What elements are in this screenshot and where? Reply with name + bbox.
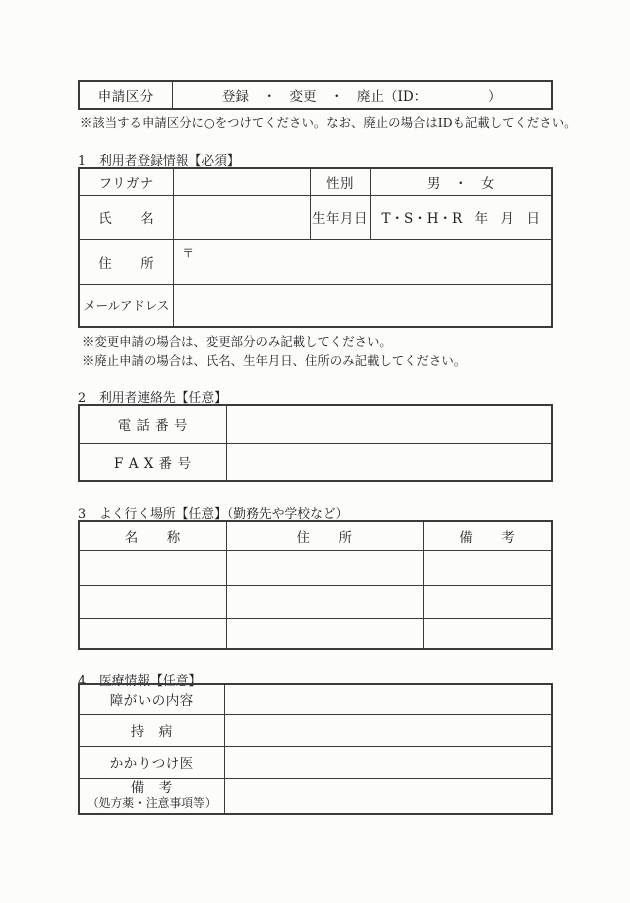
name-label: 氏 名 bbox=[79, 195, 173, 239]
place-address-field-1[interactable] bbox=[226, 550, 423, 585]
birthdate-day-label: 日 bbox=[526, 211, 540, 227]
remarks-field[interactable] bbox=[224, 778, 552, 814]
email-label: メールアドレス bbox=[79, 284, 173, 327]
remarks-label-sub: （処方薬・注意事項等） bbox=[86, 795, 217, 810]
furigana-field[interactable] bbox=[173, 168, 310, 195]
contact-table bbox=[78, 404, 553, 482]
phone-field[interactable] bbox=[226, 405, 552, 443]
place-remarks-field-1[interactable] bbox=[423, 550, 552, 585]
gender-label: 性別 bbox=[310, 168, 370, 195]
place-address-header: 住 所 bbox=[226, 521, 423, 550]
postal-mark: 〒 bbox=[182, 245, 194, 260]
medical-info-table bbox=[78, 683, 553, 815]
address-field[interactable] bbox=[173, 239, 552, 284]
disability-field[interactable] bbox=[224, 684, 552, 714]
remarks-label-main: 備 考 bbox=[130, 779, 173, 796]
place-name-field-2[interactable] bbox=[79, 585, 226, 618]
place-name-field-1[interactable] bbox=[79, 550, 226, 585]
application-type-table bbox=[78, 80, 553, 110]
birthdate-era-options[interactable]: T・S・H・R bbox=[381, 211, 463, 227]
application-type-options[interactable]: 登録 ・ 変更 ・ 廃止（ID： ） bbox=[172, 81, 552, 109]
place-name-field-3[interactable] bbox=[79, 618, 226, 649]
section1-notes bbox=[82, 332, 466, 370]
illness-field[interactable] bbox=[224, 714, 552, 746]
frequent-places-table bbox=[78, 520, 553, 650]
address-label: 住 所 bbox=[79, 239, 173, 284]
place-address-field-3[interactable] bbox=[226, 618, 423, 649]
phone-label: 電 話 番 号 bbox=[79, 405, 226, 443]
birthdate-field[interactable] bbox=[370, 195, 552, 239]
name-field[interactable] bbox=[173, 195, 310, 239]
birthdate-label: 生年月日 bbox=[310, 195, 370, 239]
fax-field[interactable] bbox=[226, 443, 552, 481]
disability-label: 障がいの内容 bbox=[79, 684, 224, 714]
remarks-label bbox=[79, 778, 224, 814]
place-address-field-2[interactable] bbox=[226, 585, 423, 618]
section3-heading: 3 よく行く場所【任意】（勤務先や学校など） bbox=[78, 507, 349, 522]
section2-heading: 2 利用者連絡先【任意】 bbox=[78, 391, 227, 406]
furigana-label: フリガナ bbox=[79, 168, 173, 195]
doctor-label: かかりつけ医 bbox=[79, 746, 224, 778]
fax-label: F A X 番 号 bbox=[79, 443, 226, 481]
application-type-label: 申請区分 bbox=[79, 81, 172, 109]
abolition-note: ※廃止申請の場合は、氏名、生年月日、住所のみ記載してください。 bbox=[82, 353, 467, 368]
place-remarks-field-3[interactable] bbox=[423, 618, 552, 649]
user-registration-table bbox=[78, 167, 553, 328]
doctor-field[interactable] bbox=[224, 746, 552, 778]
place-remarks-field-2[interactable] bbox=[423, 585, 552, 618]
gender-options[interactable]: 男 ・ 女 bbox=[370, 168, 552, 195]
illness-label: 持 病 bbox=[79, 714, 224, 746]
section1-heading: 1 利用者登録情報【必須】 bbox=[78, 154, 240, 169]
section4-heading: 4 医療情報【任意】 bbox=[78, 674, 202, 689]
place-name-header: 名 称 bbox=[79, 521, 226, 550]
change-note: ※変更申請の場合は、変更部分のみ記載してください。 bbox=[82, 334, 392, 349]
birthdate-month-label: 月 bbox=[500, 211, 515, 227]
email-field[interactable] bbox=[173, 284, 552, 327]
place-remarks-header: 備 考 bbox=[423, 521, 552, 550]
application-type-note: ※該当する申請区分に○をつけてください。なお、廃止の場合はIDも記載してください。 bbox=[80, 115, 577, 130]
birthdate-year-label: 年 bbox=[474, 211, 489, 227]
